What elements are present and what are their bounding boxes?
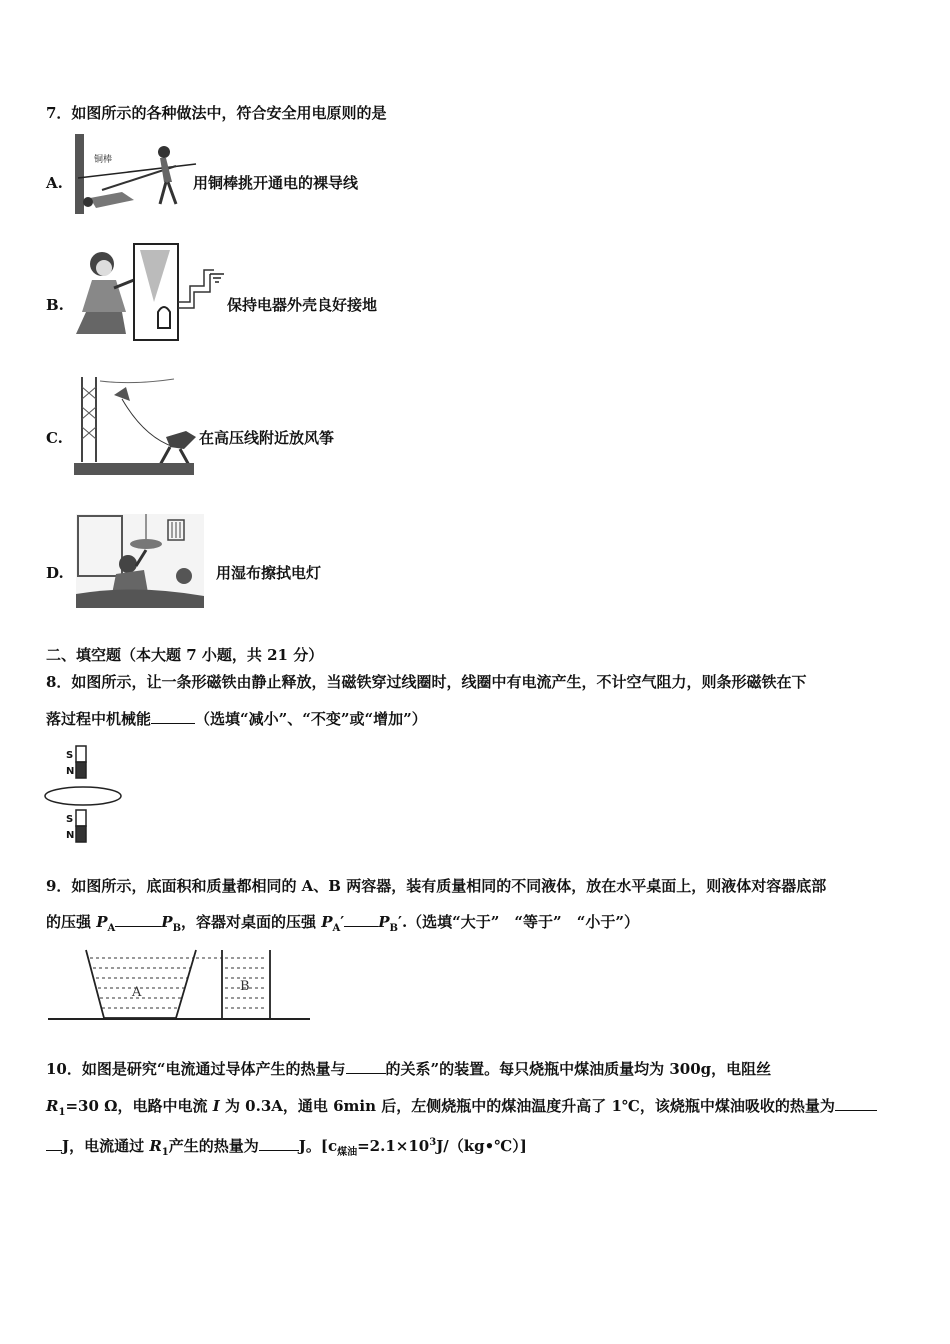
q9-blank-pressure-table[interactable] — [344, 912, 378, 927]
q7-option-b-label: B. — [46, 296, 64, 314]
q8-answer-blank[interactable] — [151, 709, 195, 724]
magnet-bottom-s: S — [66, 814, 74, 825]
q10-line3: J，电流通过 $R_1$产生的热量为 J。$[c_{煤油}=2.1\times 10^3J/(kg•℃)]$ — [46, 1133, 527, 1163]
coil — [45, 787, 121, 805]
q9-containers-figure — [46, 944, 312, 1024]
q7-option-d-label: D. — [46, 564, 64, 582]
q10-blank-heat-produced[interactable] — [259, 1136, 299, 1151]
q7-option-c-text: 在高压线附近放风筝 — [199, 429, 335, 447]
q7-option-d-text: 用湿布擦拭电灯 — [216, 564, 322, 582]
q8-line2: 落过程中机械能 （选填“减小”、“不变”或“增加”） — [46, 710, 427, 728]
q7-option-c-label: C. — [46, 429, 63, 447]
copper-rod-label: 铜棒 — [94, 155, 113, 165]
section2-title: 二、填空题（本大题 7 小题，共 21 分） — [46, 646, 324, 664]
q7-option-b-text: 保持电器外壳良好接地 — [227, 296, 378, 314]
q7-option-a-text: 用铜棒挑开通电的裸导线 — [193, 174, 359, 192]
magnet-bottom-n: N — [66, 830, 75, 841]
q10-line1: 10．如图是研究“电流通过导体产生的热量与 的关系”的装置。每只烧瓶中煤油质量均为 300g，电阻丝 — [46, 1060, 772, 1078]
q7-option-b-figure — [74, 242, 229, 342]
q7-option-a-label: A. — [46, 174, 63, 192]
q7-option-c-figure — [74, 377, 204, 477]
q10-blank-heat-absorbed-cont[interactable] — [46, 1136, 62, 1151]
q10-blank-heat-absorbed[interactable] — [835, 1096, 877, 1111]
q9-blank-pressure-liquid[interactable] — [115, 912, 161, 927]
container-b-label: B — [240, 979, 250, 994]
magnet-top-s: S — [66, 750, 74, 761]
q9-line2: 的压强 $P_A$ $P_B$，容器对桌面的压强 $P_A'$ $P_B'$.（选填“大于” “等于” “小于”） — [46, 913, 639, 934]
q10-line2: $R_1=30$ Ω，电路中电流 I 为 0.3A，通电 6min 后，左侧烧瓶中的煤油温度升高了 1℃，该烧瓶中煤油吸收的热量为 — [46, 1096, 877, 1123]
magnet-top-n: N — [66, 766, 75, 777]
container-a-label: A — [132, 985, 142, 1000]
q7-option-d-figure — [76, 514, 206, 609]
q9-line1: 9．如图所示，底面积和质量都相同的 A、B 两容器，装有质量相同的不同液体，放在水平桌面上，则液体对容器底部 — [46, 877, 827, 895]
q7-option-a-figure — [72, 134, 197, 214]
q8-magnet-coil-figure — [44, 744, 124, 848]
q10-blank-relation[interactable] — [346, 1059, 386, 1074]
q8-line1: 8．如图所示，让一条形磁铁由静止释放，当磁铁穿过线圈时，线圈中有电流产生，不计空气阻力，则条形磁铁在下 — [46, 673, 807, 691]
q7-stem: 7．如图所示的各种做法中，符合安全用电原则的是 — [46, 104, 387, 122]
